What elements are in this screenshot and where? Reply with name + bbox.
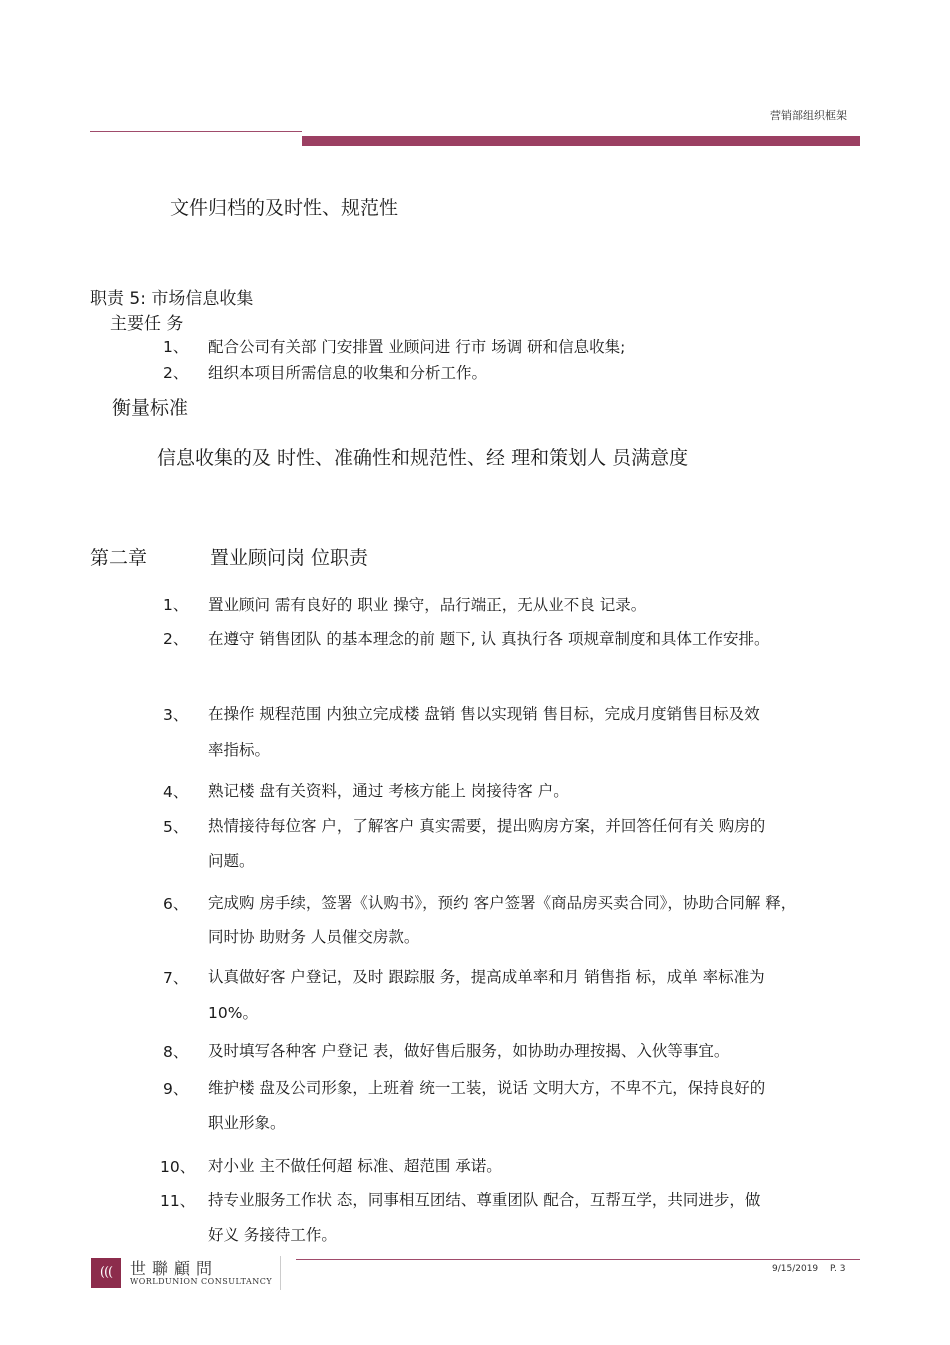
chapter2-item-11-num: 11、 bbox=[160, 1192, 196, 1210]
chapter2-item-1-line-1: 置业顾问 需有良好的 职业 操守，品行端正，无从业不良 记录。 bbox=[208, 596, 647, 614]
chapter2-label: 第二章 bbox=[90, 547, 148, 569]
company-logo-mark: ((( bbox=[91, 1258, 121, 1288]
chapter2-item-3-num: 3、 bbox=[163, 706, 189, 724]
footer-page-number: P. 3 bbox=[830, 1264, 846, 1274]
duty5-tasks-label: 主要任 务 bbox=[110, 314, 184, 334]
chapter2-title: 置业顾问岗 位职责 bbox=[210, 547, 369, 569]
chapter2-item-5-line-1: 热情接待每位客 户，了解客户 真实需要，提出购房方案，并回答任何有关 购房的 bbox=[208, 817, 766, 835]
chapter2-item-8-line-1: 及时填写各种客 户登记 表，做好售后服务，如协助办理按揭、入伙等事宜。 bbox=[208, 1042, 730, 1060]
chapter2-item-5-line-2: 问题。 bbox=[208, 852, 255, 870]
chapter2-item-7-num: 7、 bbox=[163, 969, 189, 987]
chapter2-item-9-line-1: 维护楼 盘及公司形象，上班着 统一工装，说话 文明大方，不卑不亢，保持良好的 bbox=[208, 1079, 766, 1097]
header-rule-thin bbox=[90, 131, 302, 132]
duty5-title: 职责 5: 市场信息收集 bbox=[90, 289, 254, 309]
company-logo-en: WORLDUNION CONSULTANCY bbox=[130, 1277, 273, 1286]
chapter2-item-3-line-1: 在操作 规程范围 内独立完成楼 盘销 售以实现销 售目标，完成月度销售目标及效 bbox=[208, 705, 760, 723]
chapter2-item-6-line-2: 同时协 助财务 人员催交房款。 bbox=[208, 928, 420, 946]
section-a-standard-text: 文件归档的及时性、规范性 bbox=[170, 197, 399, 219]
company-logo-cn: 世聯顧問 bbox=[130, 1259, 219, 1278]
duty5-standard-text: 信息收集的及 时性、准确性和规范性、经 理和策划人 员满意度 bbox=[157, 447, 689, 469]
chapter2-item-10-num: 10、 bbox=[160, 1158, 196, 1176]
chapter2-item-6-num: 6、 bbox=[163, 895, 189, 913]
header-rule-thick bbox=[302, 136, 860, 146]
footer-date: 9/15/2019 bbox=[772, 1264, 819, 1274]
chapter2-item-2-line-1: 在遵守 销售团队 的基本理念的前 题下, 认 真执行各 项规章制度和具体工作安排。 bbox=[208, 630, 770, 648]
chapter2-item-2-num: 2、 bbox=[163, 630, 189, 648]
chapter2-item-9-line-2: 职业形象。 bbox=[208, 1114, 286, 1132]
footer-rule bbox=[296, 1259, 860, 1260]
chapter2-item-3-line-2: 率指标。 bbox=[208, 741, 271, 759]
header-title: 营销部组织框架 bbox=[770, 109, 847, 122]
chapter2-item-11-line-2: 好义 务接待工作。 bbox=[208, 1226, 337, 1244]
chapter2-item-1-num: 1、 bbox=[163, 596, 189, 614]
chapter2-item-4-line-1: 熟记楼 盘有关资料，通过 考核方能上 岗接待客 户。 bbox=[208, 782, 569, 800]
duty5-task-2-text: 组织本项目所需信息的收集和分析工作。 bbox=[208, 364, 488, 382]
chapter2-item-11-line-1: 持专业服务工作状 态，同事相互团结、尊重团队 配合，互帮互学，共同进步，做 bbox=[208, 1191, 761, 1209]
chapter2-item-7-line-2: 10%。 bbox=[208, 1004, 258, 1022]
chapter2-item-4-num: 4、 bbox=[163, 783, 189, 801]
chapter2-item-7-line-1: 认真做好客 户登记，及时 跟踪服 务，提高成单率和月 销售指 标，成单 率标准为 bbox=[208, 968, 765, 986]
duty5-task-1-num: 1、 bbox=[163, 338, 189, 356]
duty5-task-2-num: 2、 bbox=[163, 364, 189, 382]
chapter2-item-8-num: 8、 bbox=[163, 1043, 189, 1061]
duty5-standard-label: 衡量标准 bbox=[112, 397, 189, 419]
chapter2-item-6-line-1: 完成购 房手续，签署《认购书》，预约 客户签署《商品房买卖合同》，协助合同解 释， bbox=[208, 894, 797, 912]
chapter2-item-5-num: 5、 bbox=[163, 818, 189, 836]
chapter2-item-9-num: 9、 bbox=[163, 1080, 189, 1098]
chapter2-item-10-line-1: 对小业 主不做任何超 标准、超范围 承诺。 bbox=[208, 1157, 502, 1175]
duty5-task-1-text: 配合公司有关部 门安排置 业顾问进 行市 场调 研和信息收集; bbox=[208, 338, 626, 356]
